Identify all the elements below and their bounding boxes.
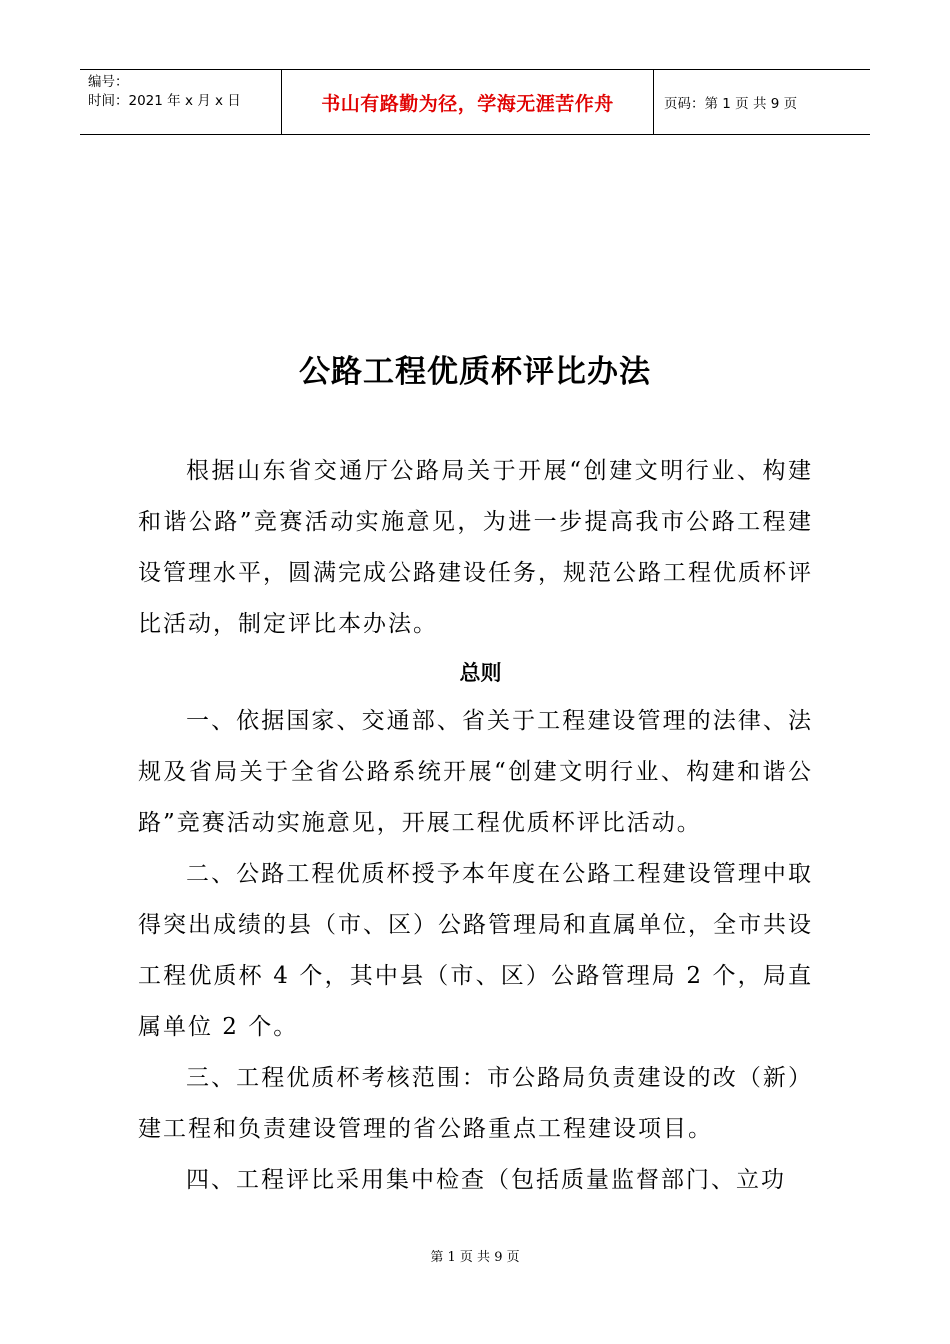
date-line: 时间：2021 年 x 月 x 日 [88,93,241,109]
document-body [138,446,813,1206]
body-paragraph: 四、工程评比采用集中检查（包括质量监督部门、立功 [186,1167,786,1193]
body-paragraph: 一、依据国家、交通部、省关于工程建设管理的法律、法规及省局关于全省公路系统开展“创建文明行业、构建和谐公路”竞赛活动实施意见，开展工程优质杯评比活动。 [138,708,813,836]
header-page-info: 页码：第 1 页 共 9 页 [664,96,798,112]
intro-paragraph: 根据山东省交通厅公路局关于开展“创建文明行业、构建和谐公路”竞赛活动实施意见，为进一步提高我市公路工程建设管理水平，圆满完成公路建设任务，规范公路工程优质杯评比活动，制定评比本办法。 [138,458,813,637]
header-meta [80,70,281,134]
body-paragraph: 三、工程优质杯考核范围：市公路局负责建设的改（新）建工程和负责建设管理的省公路重点工程建设项目。 [138,1065,813,1142]
number-label: 编号： [88,74,129,90]
document-title: 公路工程优质杯评比办法 [299,354,651,390]
header-motto: 书山有路勤为径，学海无涯苦作舟 [281,70,654,134]
section-heading: 总则 [459,661,502,685]
document-header [80,69,870,135]
page-footer: 第 1 页 共 9 页 [430,1250,520,1265]
body-paragraph: 二、公路工程优质杯授予本年度在公路工程建设管理中取得突出成绩的县（市、区）公路管理局和直属单位，全市共设工程优质杯 4 个，其中县（市、区）公路管理局 2 个，局直属单位 2 个。 [138,861,813,1040]
